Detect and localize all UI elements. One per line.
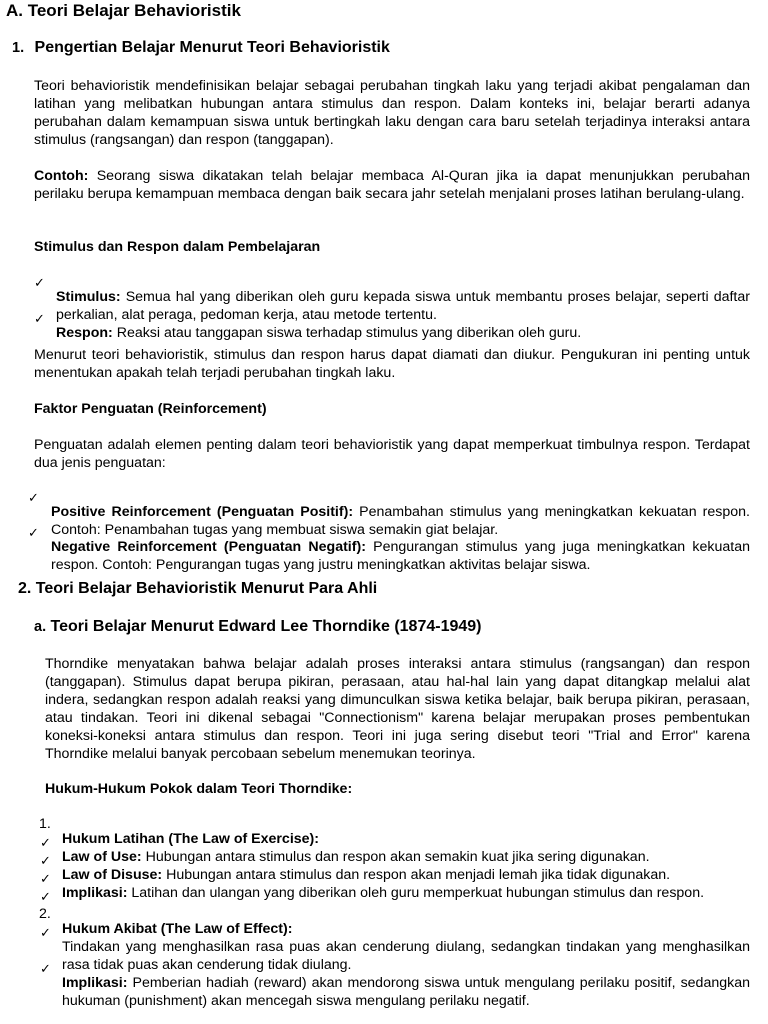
section-1-heading [12,39,390,57]
item-text: Hubungan antara stimulus dan respon akan menjadi lemah jika tidak digunakan. [162,867,671,884]
check-icon: ✓ [34,311,45,326]
example-paragraph [34,167,750,203]
section-1-number: 1. [12,40,25,56]
item-text: Hubungan antara stimulus dan respon akan semakin kuat jika sering digunakan. [141,849,650,866]
thorndike-heading [34,618,481,636]
section-a-title: Teori Belajar Behavioristik [27,1,241,20]
subsection-a-marker: a. [34,619,47,635]
law-2-implication [62,974,750,1010]
bullet-respon [56,324,750,342]
section-1-title: Pengertian Belajar Menurut Teori Behavioristik [34,39,390,56]
check-icon: ✓ [40,871,51,886]
bullet-label: Stimulus: [56,289,121,306]
item-text: Latihan dan ulangan yang diberikan oleh guru memperkuat hubungan stimulus dan respon. [127,885,705,902]
section-a-heading [6,1,241,21]
bullet-stimulus [56,288,750,324]
bullet-label: Negative Reinforcement (Penguatan Negatif): [51,539,366,556]
bullet-text: Penambahan stimulus yang meningkatkan kekuatan respon. Contoh: Penambahan tugas yang membuat siswa semakin giat belajar. [51,504,750,539]
law-of-effect-description: Tindakan yang menghasilkan rasa puas akan cenderung diulang, sedangkan tindakan yang menghasilkan rasa tidak puas akan cenderung tidak diulang. [62,939,750,974]
item-text: Pemberian hadiah (reward) akan mendorong siswa untuk mengulang perilaku positif, sedangkan hukuman (punishment) akan mencegah siswa mengulang perilaku negatif. [62,975,750,1010]
section-2-heading [18,580,377,598]
bullet-label: Positive Reinforcement (Penguatan Positif): [51,504,354,521]
law-2-title: Hukum Akibat (The Law of Effect): [62,921,293,938]
section-2-title: Teori Belajar Behavioristik Menurut Para Ahli [35,580,378,597]
check-icon: ✓ [40,925,51,940]
law-of-disuse [62,866,750,884]
check-icon: ✓ [40,889,51,904]
item-label: Implikasi: [62,975,128,992]
bullet-text: Pengurangan stimulus yang juga meningkatkan kekuatan respon. Contoh: Pengurangan tugas yang justru meningkatkan aktivitas belajar siswa. [51,539,750,574]
bullet-text: Reaksi atau tanggapan siswa terhadap stimulus yang diberikan oleh guru. [112,325,582,342]
check-icon: ✓ [28,525,39,540]
check-icon: ✓ [40,961,51,976]
bullet-label: Respon: [56,325,113,342]
item-label: Implikasi: [62,885,128,902]
law-1-title: Hukum Latihan (The Law of Exercise): [62,831,319,848]
bullet-positive-reinforcement [51,503,750,539]
check-icon: ✓ [34,275,45,290]
law-1-number: 1. [39,816,51,832]
item-label: Law of Use: [62,849,142,866]
section-2-number: 2. [18,580,32,597]
measurement-paragraph: Menurut teori behavioristik, stimulus dan respon harus dapat diamati dan diukur. Pengukuran ini penting untuk menentukan apakah telah terjadi perubahan tingkah laku. [34,347,750,381]
example-label: Contoh: [34,168,89,184]
example-text: Seorang siswa dikatakan telah belajar membaca Al-Quran jika ia dapat menunjukkan perubahan perilaku berupa kemampuan membaca dengan baik secara jahr setelah menjalani proses latihan berulang-ulang. [34,168,750,202]
section-a-marker: A. [6,1,23,20]
check-icon: ✓ [40,835,51,850]
bullet-negative-reinforcement [51,538,750,574]
law-of-use [62,848,750,866]
laws-heading: Hukum-Hukum Pokok dalam Teori Thorndike: [45,781,353,797]
subsection-a-title: Teori Belajar Menurut Edward Lee Thorndike (1874-1949) [50,618,482,635]
stimulus-respon-heading: Stimulus dan Respon dalam Pembelajaran [34,239,321,255]
reinforcement-paragraph: Penguatan adalah elemen penting dalam teori behavioristik yang dapat memperkuat timbulnya respon. Terdapat dua jenis penguatan: [34,437,750,471]
check-icon: ✓ [28,490,39,505]
definition-paragraph: Teori behavioristik mendefinisikan belajar sebagai perubahan tingkah laku yang terjadi akibat pengalaman dan latihan yang melibatkan hubungan antara stimulus dan respon. Dalam konteks ini, belajar berarti adanya perubahan dalam kemampuan siswa untuk bertingkah laku dengan cara baru setelah terjadinya interaksi antara stimulus (rangsangan) dan respon (tanggapan). [34,78,750,148]
item-label: Law of Disuse: [62,867,163,884]
thorndike-paragraph: Thorndike menyatakan bahwa belajar adalah proses interaksi antara stimulus (rangsangan) dan respon (tanggapan). Stimulus dapat berupa pikiran, perasaan, atau hal-hal lain yang dapat ditangkap melalui alat indera, sedangkan respon adalah reaksi yang dimunculkan siswa ketika belajar, baik berupa pikiran, perasaan, atau tindakan. Teori ini dikenal sebagai "Connectionism" karena belajar merupakan proses pembentukan koneksi-koneksi antara stimulus dan respon. Teori ini juga sering disebut teori "Trial and Error" karena Thorndike melalui banyak percobaan sebelum menemukan teorinya. [45,656,750,762]
law-2-number: 2. [39,906,51,922]
check-icon: ✓ [40,853,51,868]
law-1-implication [62,884,750,902]
bullet-text: Semua hal yang diberikan oleh guru kepada siswa untuk membantu proses belajar, seperti daftar perkalian, alat peraga, pedoman kerja, atau metode tertentu. [56,289,750,324]
reinforcement-heading: Faktor Penguatan (Reinforcement) [34,401,267,417]
